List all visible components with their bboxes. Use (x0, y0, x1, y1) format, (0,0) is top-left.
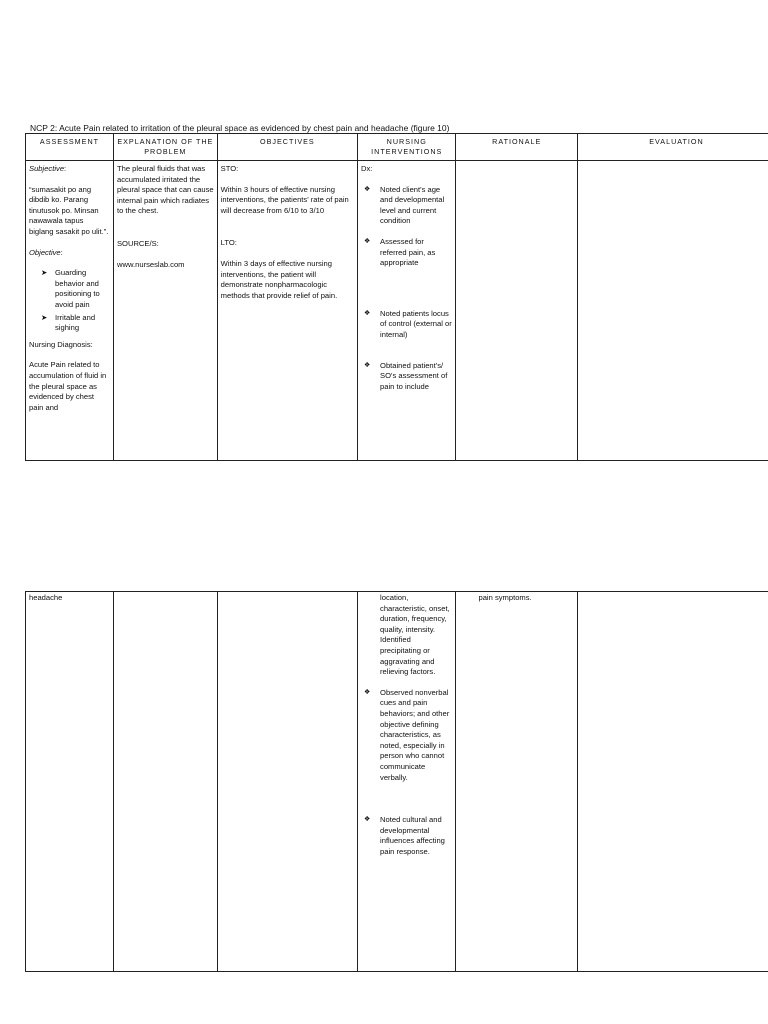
header-assessment: ASSESSMENT (26, 134, 114, 161)
explanation-cell-continued (113, 592, 217, 972)
interventions-list (361, 185, 452, 393)
list-item: ❖ Assessed for referred pain, as appropriate (364, 236, 436, 268)
diamond-bullet-icon: ❖ (364, 309, 371, 317)
table-header-row (26, 134, 768, 161)
subjective-colon: : (64, 164, 67, 173)
objective-label: Objective (29, 247, 61, 257)
subjective-quote: “sumasakit po ang dibdib ko. Parang tinutusok po. Minsan nawawala tapus biglang sasakit po ulit.”. (29, 184, 109, 236)
header-nursing-interventions: NURSING INTERVENTIONS (358, 134, 456, 161)
evaluation-cell-continued (577, 592, 768, 972)
list-item: ❖ Noted patients locus of control (external or internal) (364, 308, 452, 339)
sto-text: Within 3 hours of effective nursing interventions, the patients' rate of pain will decrease from 6/10 to 3/10 (220, 184, 349, 215)
evaluation-cell (577, 161, 768, 461)
nursing-interventions-cell (358, 161, 456, 461)
diamond-bullet-icon: ❖ (364, 361, 371, 369)
subjective-label: Subjective (29, 164, 65, 173)
rationale-cell (456, 161, 578, 461)
explanation-text: The pleural fluids that was accumulated irritated the pleural space that can cause internal pain which radiates to the chest. (116, 164, 214, 216)
objectives-cell (217, 161, 357, 461)
intervention-continued-text: location, characteristic, onset, duration, frequency, quality, intensity. Identified precipitating or aggravating and relieving factors. (380, 593, 450, 677)
explanation-cell (113, 161, 217, 461)
dx-label: Dx: (361, 164, 373, 173)
diamond-bullet-icon: ❖ (364, 185, 371, 193)
header-evaluation: EVALUATION (577, 134, 768, 161)
care-plan-caption: NCP 2: Acute Pain related to irritation of the pleural space as evidenced by chest pain and headache (figure 10) (30, 123, 450, 133)
rationale-continued-text: pain symptoms. (478, 593, 532, 602)
table-row (26, 592, 768, 972)
header-rationale: RATIONALE (456, 134, 578, 161)
arrow-bullet-icon: ➤ (41, 268, 48, 278)
table-row (26, 161, 768, 461)
list-item: ❖ Observed nonverbal cues and pain behaviors; and other objective defining characteristics, as noted, especially in person who cannot communicate verbally. (364, 687, 450, 782)
rationale-cell-continued (456, 592, 578, 972)
source-label: SOURCE/S: (116, 238, 159, 248)
header-objectives: OBJECTIVES (217, 134, 357, 161)
assessment-cell (26, 161, 114, 461)
nursing-diagnosis-label: Nursing Diagnosis: (29, 339, 93, 349)
header-explanation: EXPLANATION OF THE PROBLEM (113, 134, 217, 161)
list-item: ➤ Guarding behavior and positioning to avoid pain (41, 268, 100, 309)
list-item: ❖ Noted cultural and developmental influences affecting pain response. (364, 815, 445, 856)
care-plan-table-page1 (25, 133, 768, 461)
objectives-cell-continued (217, 592, 357, 972)
objective-colon: : (60, 247, 63, 257)
lto-text: Within 3 days of effective nursing interventions, the patient will demonstrate nonpharmacologic methods that provide relief of pain. (220, 258, 338, 300)
diamond-bullet-icon: ❖ (364, 688, 371, 696)
care-plan-table-page2 (25, 591, 768, 972)
assessment-cell-continued (26, 592, 114, 972)
list-item: ❖ Obtained patient's/ SO's assessment of pain to include (364, 360, 448, 391)
lto-label: LTO: (220, 238, 237, 248)
objective-list (29, 268, 110, 334)
diamond-bullet-icon: ❖ (364, 816, 371, 824)
nursing-diagnosis-text-continued: headache (29, 593, 63, 602)
nursing-interventions-cell-continued (358, 592, 456, 972)
list-item: ➤ Irritable and sighing (41, 312, 96, 333)
arrow-bullet-icon: ➤ (41, 312, 48, 322)
source-url: www.nurseslab.com (116, 259, 185, 269)
sto-label: STO: (220, 164, 239, 173)
interventions-list (361, 688, 452, 858)
nursing-diagnosis-text: Acute Pain related to accumulation of fluid in the pleural space as evidenced by chest pain and (29, 360, 107, 412)
list-item: ❖ Noted client's age and developmental level and current condition (364, 184, 445, 226)
diamond-bullet-icon: ❖ (364, 237, 371, 245)
